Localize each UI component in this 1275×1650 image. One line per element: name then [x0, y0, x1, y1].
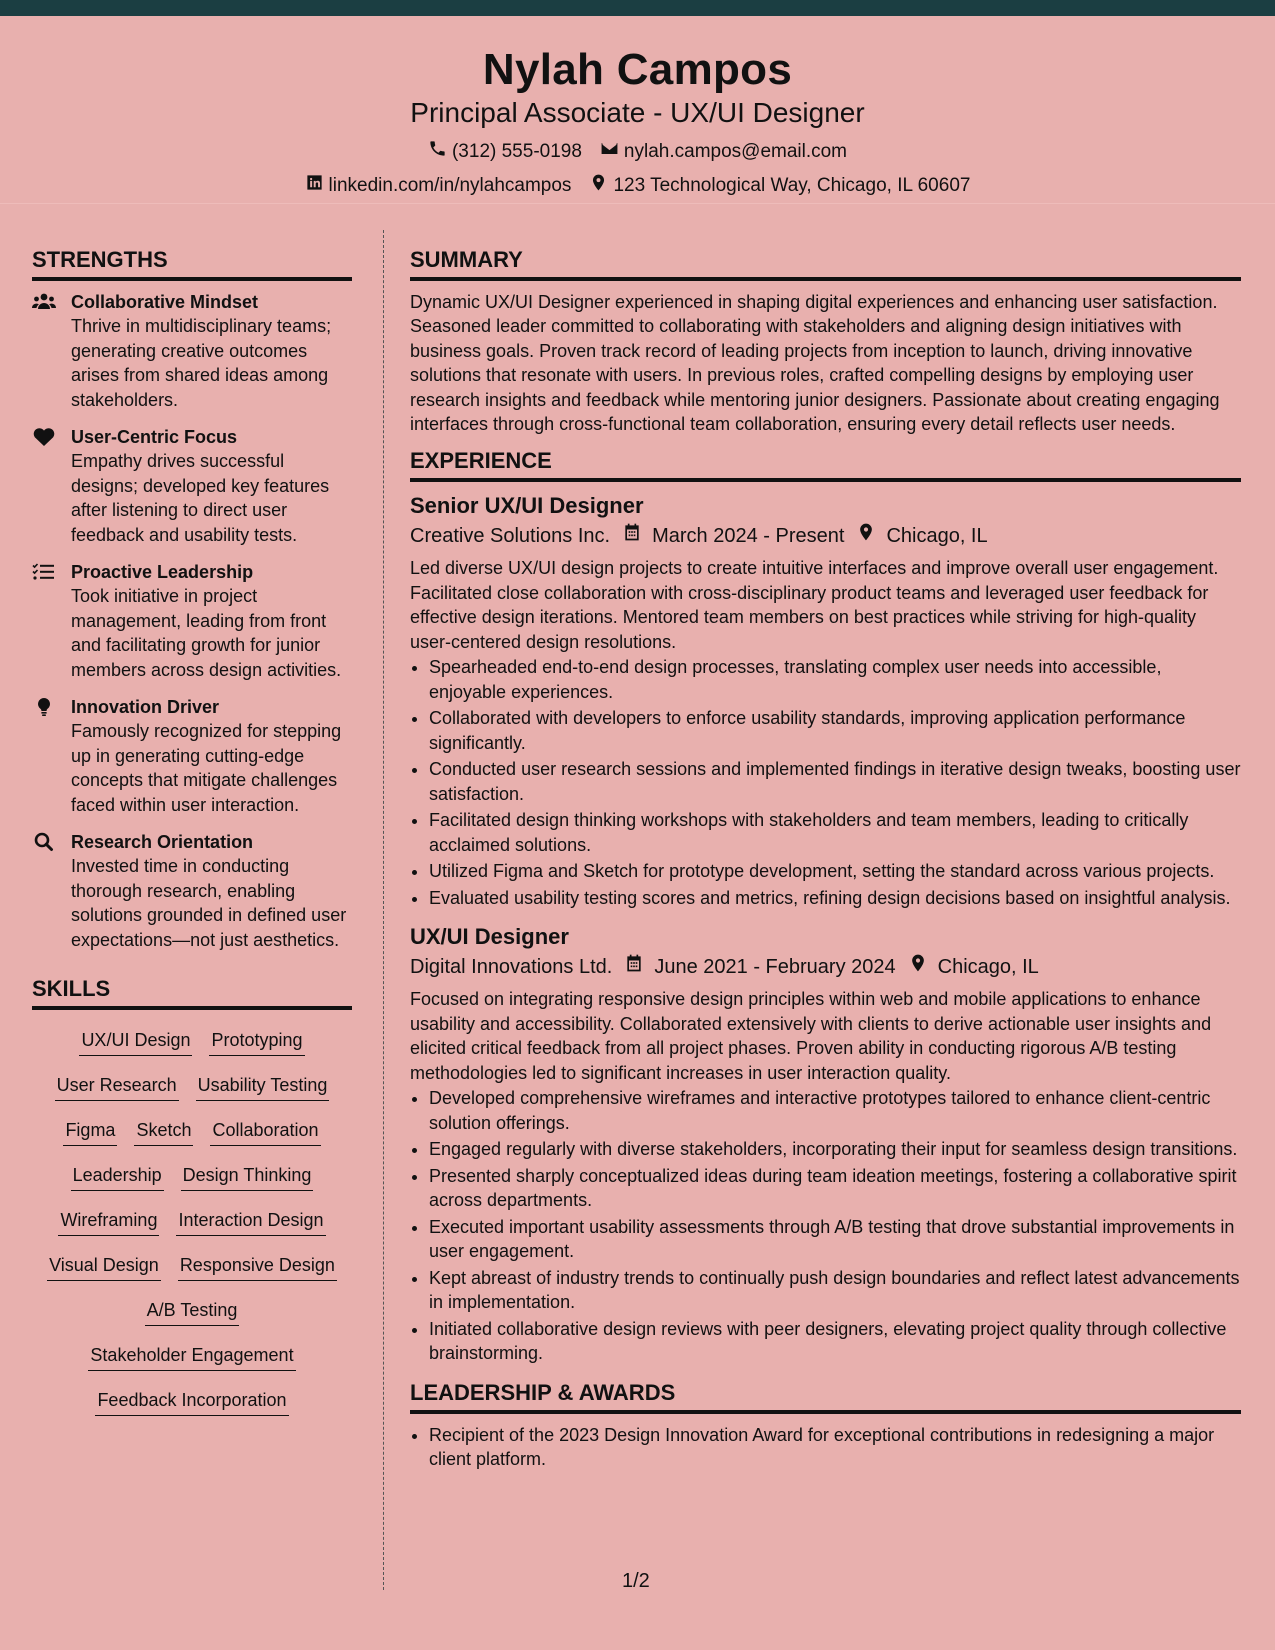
contact-row-2	[0, 173, 1275, 198]
phone-icon	[428, 139, 447, 164]
job-dates-text: March 2024 - Present	[652, 525, 845, 548]
candidate-title: Principal Associate - UX/UI Designer	[410, 97, 865, 128]
summary-heading: SUMMARY	[410, 245, 1241, 281]
strength-desc: Thrive in multidisciplinary teams; generating creative outcomes arises from shared ideas among stakeholders.	[71, 316, 332, 410]
skill-tag: Interaction Design	[176, 1208, 325, 1236]
job-bullet: • Presented sharply conceptualized ideas during team ideation meetings, fostering a collaborative spirit across departments.	[429, 1164, 1241, 1213]
resume-header	[0, 16, 1275, 204]
skills-row	[32, 1298, 352, 1343]
strength-item	[32, 830, 352, 952]
strength-item	[32, 695, 352, 817]
strength-item	[32, 290, 352, 412]
job-entry	[410, 922, 1241, 1366]
strength-desc: Invested time in conducting thorough research, enabling solutions grounded in defined user expectations—not just aesthetics.	[71, 856, 347, 950]
skills-list	[32, 1024, 352, 1433]
strength-name: Research Orientation	[71, 832, 254, 852]
users-icon	[32, 292, 56, 312]
phone-contact[interactable]	[428, 139, 582, 164]
award-item: • Recipient of the 2023 Design Innovation Award for exceptional contributions in redesigning a major client platform.	[429, 1423, 1241, 1472]
company-name: Creative Solutions Inc.	[410, 525, 611, 548]
job-location-text: Chicago, IL	[937, 956, 1039, 979]
strength-desc: Famously recognized for stepping up in generating cutting-edge concepts that mitigate challenges faced within user interaction.	[71, 721, 342, 815]
right-column	[410, 245, 1241, 1484]
linkedin-contact[interactable]	[305, 173, 572, 198]
job-meta	[410, 953, 1241, 981]
job-description: Led diverse UX/UI design projects to create intuitive interfaces and improve overall user engagement. Facilitated close collaboration with cross-disciplinary product teams and leveraged user feedback for effective design iterations. Mentored team members on best practices while striving for high-quality user-centered design resolutions.	[410, 558, 1219, 652]
job-location	[908, 953, 1039, 981]
awards-list	[410, 1423, 1241, 1472]
job-location-text: Chicago, IL	[886, 525, 988, 548]
skill-tag: Usability Testing	[196, 1073, 330, 1101]
job-bullet: • Kept abreast of industry trends to continually push design boundaries and reflect latest advancements in implementation.	[429, 1266, 1241, 1315]
job-bullet: • Utilized Figma and Sketch for prototype development, setting the standard across various projects.	[429, 859, 1241, 884]
skill-tag: User Research	[55, 1073, 179, 1101]
strength-desc: Empathy drives successful designs; developed key features after listening to direct user feedback and usability tests.	[71, 451, 330, 545]
map-pin-icon	[589, 173, 608, 198]
skill-tag: Leadership	[71, 1163, 164, 1191]
street-address: 123 Technological Way, Chicago, IL 60607	[613, 174, 971, 196]
job-bullet: • Evaluated usability testing scores and metrics, refining design decisions based on insightful analysis.	[429, 886, 1241, 911]
skill-tag: Design Thinking	[181, 1163, 314, 1191]
skill-tag: Wireframing	[58, 1208, 159, 1236]
list-check-icon	[32, 562, 56, 582]
skill-tag: Stakeholder Engagement	[88, 1343, 295, 1371]
skill-tag: Visual Design	[47, 1253, 161, 1281]
job-title: UX/UI Designer	[410, 924, 569, 950]
candidate-name: Nylah Campos	[482, 45, 793, 94]
address-contact	[589, 173, 970, 198]
job-bullet: • Engaged regularly with diverse stakeholders, incorporating their input for seamless design transitions.	[429, 1137, 1241, 1162]
skills-heading: SKILLS	[32, 974, 352, 1010]
skill-tag: Collaboration	[210, 1118, 320, 1146]
strength-desc: Took initiative in project management, leading from front and facilitating growth for junior members across design activities.	[71, 586, 342, 680]
skills-row	[32, 1028, 352, 1073]
job-description: Focused on integrating responsive design principles within web and mobile applications to enhance usability and accessibility. Collaborated extensively with clients to derive actionable user insights and elicited critical feedback from all project phases. Proven ability in conducting rigorous A/B testing methodologies led to significant increases in user interaction quality.	[410, 989, 1212, 1083]
calendar-icon	[622, 522, 642, 550]
skill-tag: UX/UI Design	[79, 1028, 192, 1056]
phone-number: (312) 555-0198	[451, 140, 582, 162]
map-pin-icon	[856, 522, 876, 550]
job-bullet: • Developed comprehensive wireframes and interactive prototypes tailored to enhance client-centric solution offerings.	[429, 1086, 1241, 1135]
skills-row	[32, 1253, 352, 1298]
skills-row	[32, 1073, 352, 1118]
skills-row	[32, 1208, 352, 1253]
skill-tag: Responsive Design	[178, 1253, 337, 1281]
job-bullet: • Facilitated design thinking workshops with stakeholders and team members, leading to critically acclaimed solutions.	[429, 808, 1241, 857]
skill-tag: Feedback Incorporation	[95, 1388, 288, 1416]
job-title: Senior UX/UI Designer	[410, 493, 644, 519]
calendar-icon	[624, 953, 644, 981]
job-location	[856, 522, 987, 550]
column-divider	[383, 230, 384, 1590]
company-name: Digital Innovations Ltd.	[410, 956, 613, 979]
strength-name: User-Centric Focus	[71, 427, 238, 447]
job-bullets	[410, 655, 1241, 910]
summary-text: Dynamic UX/UI Designer experienced in shaping digital experiences and enhancing user satisfaction. Seasoned leader committed to collaborating with stakeholders and aligning design initiatives with business goals. Proven track record of leading projects from inception to launch, driving innovative solutions that resonate with users. In previous roles, crafted compelling designs by employing user research insights and feedback while mentoring junior designers. Passionate about creating engaging interfaces through cross-functional team collaboration, ensuring every detail reflects user needs.	[410, 292, 1220, 435]
heart-icon	[32, 427, 56, 447]
skills-row	[32, 1388, 352, 1433]
contact-row-1	[0, 139, 1275, 164]
strength-item	[32, 425, 352, 547]
strength-name: Collaborative Mindset	[71, 292, 259, 312]
email-address: nylah.campos@email.com	[623, 140, 848, 162]
skills-row	[32, 1163, 352, 1208]
linkedin-url: linkedin.com/in/nylahcampos	[328, 174, 572, 196]
skill-tag: Sketch	[134, 1118, 193, 1146]
job-meta	[410, 522, 1241, 550]
skills-row	[32, 1118, 352, 1163]
skill-tag: A/B Testing	[145, 1298, 240, 1326]
skill-tag: Figma	[63, 1118, 117, 1146]
job-bullets	[410, 1086, 1241, 1366]
job-bullet: • Executed important usability assessments through A/B testing that drove substantial improvements in user engagement.	[429, 1215, 1241, 1264]
email-contact[interactable]	[600, 139, 847, 164]
map-pin-icon	[908, 953, 928, 981]
job-bullet: • Conducted user research sessions and implemented findings in iterative design tweaks, boosting user satisfaction.	[429, 757, 1241, 806]
job-dates-text: June 2021 - February 2024	[654, 956, 896, 979]
strengths-heading: STRENGTHS	[32, 245, 352, 281]
experience-heading: EXPERIENCE	[410, 446, 1241, 482]
job-dates	[622, 522, 844, 550]
page-number: 1/2	[622, 1570, 650, 1592]
job-bullet: • Spearheaded end-to-end design processes, translating complex user needs into accessible, enjoyable experiences.	[429, 655, 1241, 704]
lightbulb-icon	[32, 697, 56, 717]
awards-heading: LEADERSHIP & AWARDS	[410, 1378, 1241, 1414]
skill-tag: Prototyping	[209, 1028, 304, 1056]
strength-name: Innovation Driver	[71, 697, 220, 717]
job-bullet: • Collaborated with developers to enforce usability standards, improving application performance significantly.	[429, 706, 1241, 755]
envelope-icon	[600, 139, 619, 164]
strength-name: Proactive Leadership	[71, 562, 254, 582]
left-column	[32, 245, 352, 1433]
job-bullet: • Initiated collaborative design reviews with peer designers, elevating project quality through collective brainstorming.	[429, 1317, 1241, 1366]
strength-item	[32, 560, 352, 682]
top-color-bar	[0, 0, 1275, 16]
linkedin-icon	[305, 173, 324, 198]
job-entry	[410, 491, 1241, 910]
skills-row	[32, 1343, 352, 1388]
search-icon	[32, 832, 56, 852]
job-dates	[624, 953, 895, 981]
